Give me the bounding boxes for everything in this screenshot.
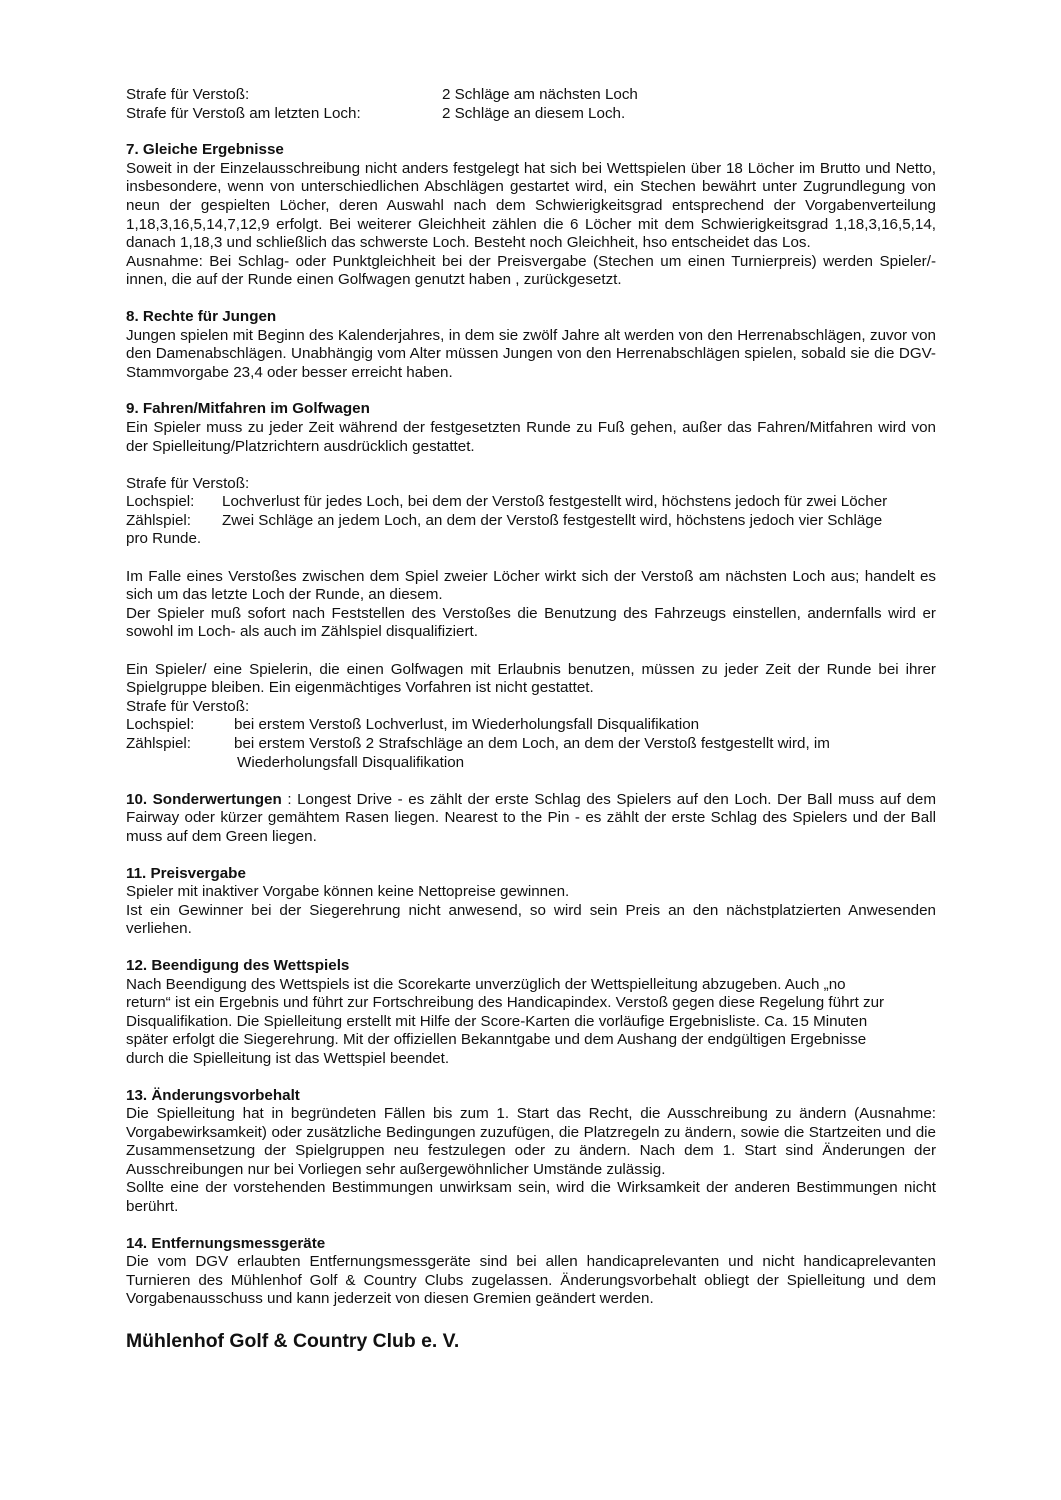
section-9-heading: 9. Fahren/Mitfahren im Golfwagen: [126, 400, 370, 418]
section-7-paragraph: Soweit in der Einzelausschreibung nicht anders festgelegt hat sich bei Wettspielen über 18 Löcher im Brutto und Netto, insbesondere, wenn von unterschiedlichen Abschlägen gestartet wird, ein Stechen bewährt unter Zugrundlegung von neun der gespielten Löcher, deren Auswahl nach dem Schwierigkeitsgrad entsprechend der Vorgabenverteilung 1,18,3,16,5,14,7,12,9 erfolgt. Bei weiterer Gleichheit zählen die 6 Löcher mit dem Schwierigkeitsgrad 1,18,3,16,5,14, danach 1,18,3 und schließlich das schwerste Loch. Besteht noch Gleichheit, hso entscheidet das Los.: [126, 159, 936, 252]
penalty-label: Strafe für Verstoß:: [126, 86, 250, 103]
section-14-heading: 14. Entfernungsmessgeräte: [126, 1234, 326, 1252]
penalty-strokeplay: [126, 512, 936, 531]
section-9-paragraph-4: Ein Spieler/ eine Spielerin, die einen Golfwagen mit Erlaubnis benutzen, müssen zu jeder Zeit der Runde bei ihrer Spielgruppe bleiben. Ein eigenmächtiges Vorfahren ist nicht gestattet.: [126, 660, 936, 697]
penalty-matchplay: [126, 493, 936, 512]
section-9-paragraph-2: Im Falle eines Verstoßes zwischen dem Spiel zweier Löcher wirkt sich der Verstoß am nächsten Loch aus; handelt es sich um das letzte Loch der Runde, an diesem.: [126, 567, 936, 604]
penalty-label: Strafe für Verstoß am letzten Loch:: [126, 104, 361, 122]
section-11-paragraph: Spieler mit inaktiver Vorgabe können keine Nettopreise gewinnen.: [126, 883, 570, 901]
section-12-heading: 12. Beendigung des Wettspiels: [126, 956, 350, 974]
section-14-paragraph: Die vom DGV erlaubten Entfernungsmessgeräte sind bei allen handicaprelevanten und nicht handicaprelevanten Turnieren des Mühlenhof Golf & Country Clubs zugelassen. Änderungsvorbehalt obliegt der Spielleitung und dem Vorgabenausschuss und kann jederzeit von diesen Gremien geändert werden.: [126, 1253, 936, 1308]
penalty-row-last-hole: [126, 105, 936, 124]
penalty-strokeplay-cart: [126, 735, 936, 754]
section-11-paragraph-2: Ist ein Gewinner bei der Siegerehrung nicht anwesend, so wird sein Preis an den nächstplatzierten Anwesenden verliehen.: [126, 901, 936, 938]
penalty-value: 2 Schläge an diesem Loch.: [442, 104, 626, 122]
section-10-heading: 10. Sonderwertungen: [126, 790, 282, 808]
section-11-heading: 11. Preisvergabe: [126, 864, 246, 882]
penalty-key: Lochspiel:: [126, 716, 195, 734]
penalty-matchplay-cart: [126, 716, 936, 735]
section-12-line: Nach Beendigung des Wettspiels ist die Scorekarte unverzüglich der Wettspielleitung abzugeben. Auch „no: [126, 975, 846, 993]
section-10-text: : Longest Drive - es zählt der erste Schlag des Spielers auf den Loch. Der Ball muss auf dem Fairway oder kürzer gemähtem Rasen liegen. Nearest to the Pin - es zählt der erste Schlag des Spielers und der Ball muss auf dem Green liegen.: [126, 790, 936, 845]
section-13-heading: 13. Änderungsvorbehalt: [126, 1086, 300, 1104]
penalty-text: bei erstem Verstoß Lochverlust, im Wiederholungsfall Disqualifikation: [234, 716, 700, 734]
section-13-paragraph-2: Sollte eine der vorstehenden Bestimmungen unwirksam sein, wird die Wirksamkeit der anderen Bestimmungen nicht berührt.: [126, 1179, 936, 1216]
section-9-paragraph: Ein Spieler muss zu jeder Zeit während der festgesetzten Runde zu Fuß gehen, außer das Fahren/Mitfahren wird von der Spielleitung/Platzrichtern ausdrücklich gestattet.: [126, 418, 936, 455]
penalty-key: Lochspiel:: [126, 493, 195, 511]
penalty-key: Zählspiel:: [126, 735, 191, 752]
penalty-key: Zählspiel:: [126, 511, 191, 529]
section-7-exception: Ausnahme: Bei Schlag- oder Punktgleichheit bei der Preisvergabe (Stechen um einen Turnierpreis) werden Spieler/-innen, die auf der Runde einen Golfwagen genutzt haben , zurückgesetzt.: [126, 252, 936, 289]
club-name: Mühlenhof Golf & Country Club e. V.: [126, 1330, 460, 1353]
section-13-paragraph: Die Spielleitung hat in begründeten Fällen bis zum 1. Start das Recht, die Ausschreibung zu ändern (Ausnahme: Vorgabewirksamkeit) oder zusätzliche Bedingungen zuzufügen, die Platzregeln zu ändern, sowie die Startzeiten und die Zusammensetzung der Spielgruppen neu festzulegen oder zu ändern. Nach dem 1. Start sind Änderungen der Ausschreibungen nur bei Vorliegen sehr außergewöhnlicher Umstände zulässig.: [126, 1105, 936, 1178]
section-8-paragraph: Jungen spielen mit Beginn des Kalenderjahres, in dem sie zwölf Jahre alt werden von den Herrenabschlägen, zuvor von den Damenabschlägen. Unabhängig vom Alter müssen Jungen von den Herrenabschlägen spielen, sobald sie die DGV-Stammvorgabe 23,4 oder besser erreicht haben.: [126, 326, 936, 381]
section-12-line: return“ ist ein Ergebnis und führt zur Fortschreibung des Handicapindex. Verstoß gegen diese Regelung führt zur: [126, 994, 885, 1012]
section-12-line: später erfolgt die Siegerehrung. Mit der offiziellen Bekanntgabe und dem Aushang der endgültigen Ergebnisse: [126, 1031, 867, 1049]
penalty-value: 2 Schläge am nächsten Loch: [442, 86, 638, 103]
section-8-heading: 8. Rechte für Jungen: [126, 307, 277, 325]
penalty-text: Lochverlust für jedes Loch, bei dem der Verstoß festgestellt wird, höchstens jedoch für zwei Löcher: [222, 493, 888, 511]
penalty-text: Zwei Schläge an jedem Loch, an dem der Verstoß festgestellt wird, höchstens jedoch vier Schläge: [222, 511, 883, 529]
section-12-line: durch die Spielleitung ist das Wettspiel beendet.: [126, 1049, 450, 1067]
penalty-continuation: pro Runde.: [126, 530, 202, 548]
section-9-penalty-title-2: Strafe für Verstoß:: [126, 697, 250, 715]
section-12-line: Disqualifikation. Die Spielleitung erstellt mit Hilfe der Score-Karten die vorläufige Ergebnisliste. Ca. 15 Minuten: [126, 1012, 868, 1030]
section-10-paragraph: [126, 791, 936, 847]
section-9-penalty-title: Strafe für Verstoß:: [126, 474, 250, 492]
penalty-continuation-2: Wiederholungsfall Disqualifikation: [237, 753, 465, 771]
document-body: [126, 86, 936, 1353]
section-9-paragraph-3: Der Spieler muß sofort nach Feststellen des Verstoßes die Benutzung des Fahrzeugs einstellen, andernfalls wird er sowohl im Loch- als auch im Zählspiel disqualifiziert.: [126, 604, 936, 641]
section-7-heading: 7. Gleiche Ergebnisse: [126, 141, 284, 159]
penalty-text: bei erstem Verstoß 2 Strafschläge an dem Loch, an dem der Verstoß festgestellt wird, im: [234, 735, 830, 752]
penalty-row: [126, 86, 936, 105]
